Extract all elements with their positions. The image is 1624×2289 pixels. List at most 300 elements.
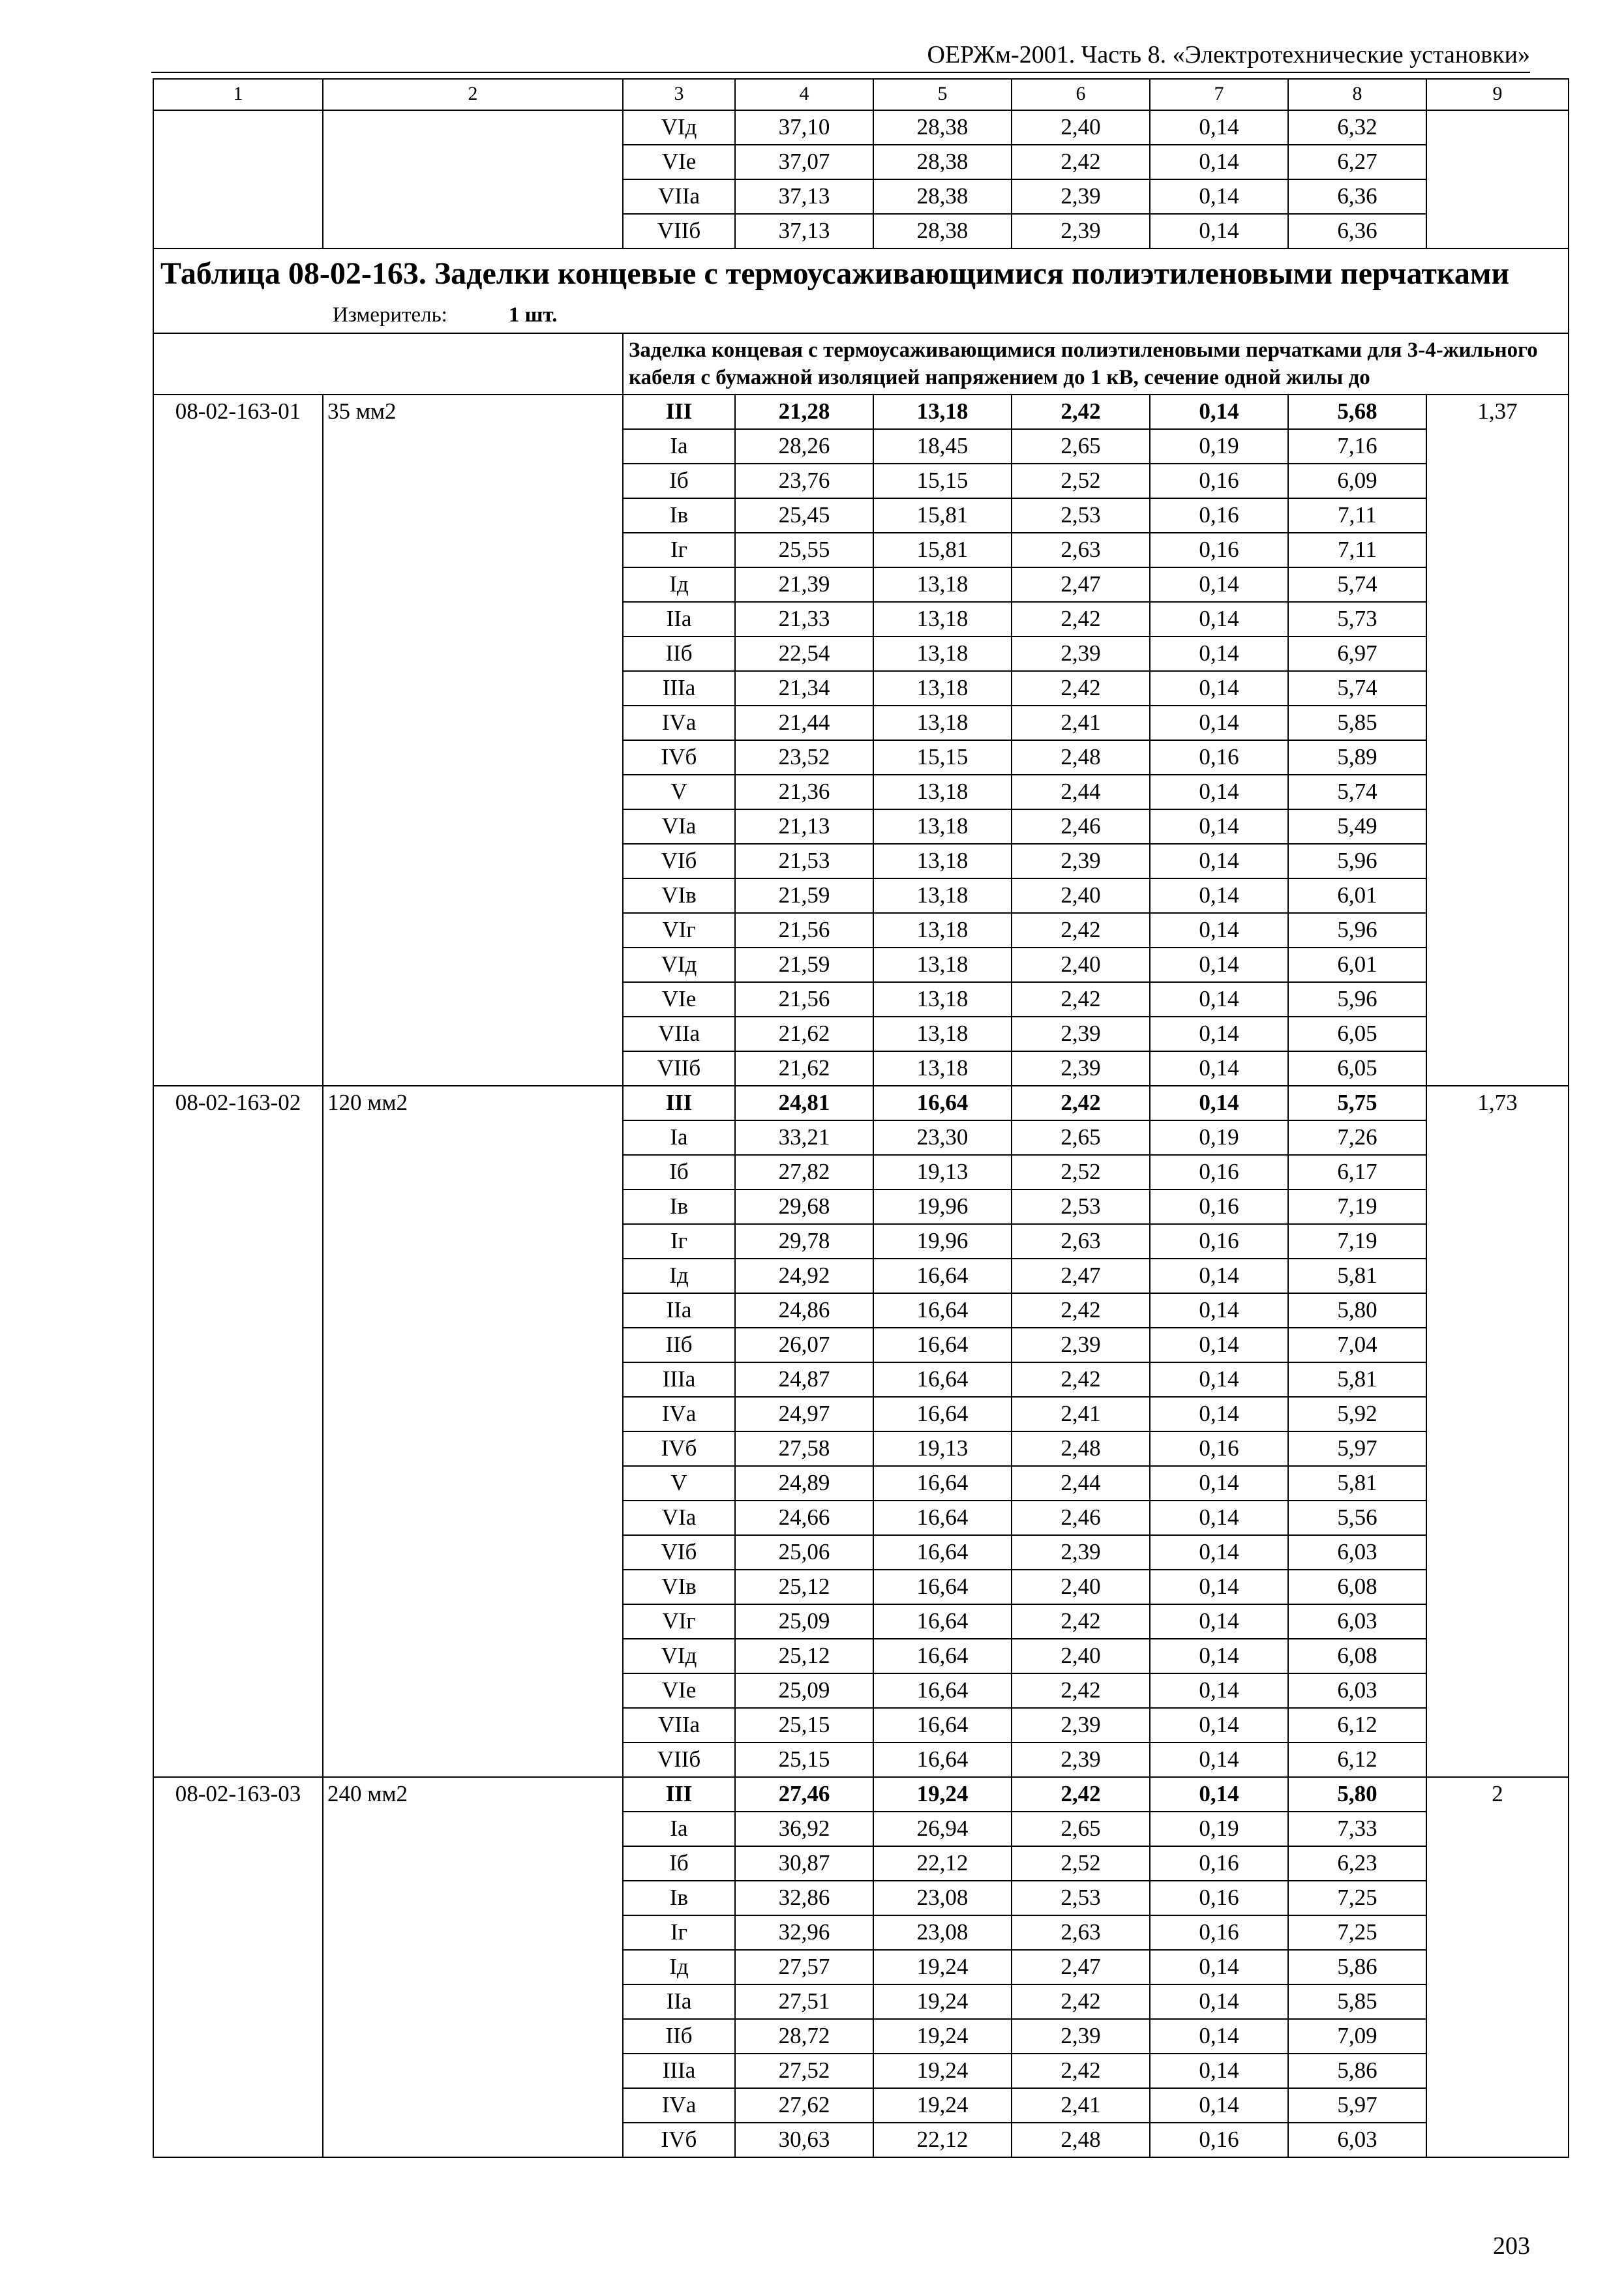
work-description: Заделка концевая с термоусаживающимися полиэтиленовыми перчатками для 3-4-жильного кабеля с бумажной изоляцией напряжением до 1 кВ, сечение одной жилы до [623,333,1569,395]
value-col6: 2,39 [1012,179,1150,214]
value-col4: 36,92 [735,1812,873,1846]
value-col8: 6,12 [1288,1743,1426,1777]
column-number: 4 [735,79,873,110]
value-col8: 5,96 [1288,982,1426,1017]
value-col5: 16,64 [873,1673,1012,1708]
value-col8: 5,92 [1288,1397,1426,1431]
zone-cell: Iд [623,567,735,602]
value-col6: 2,47 [1012,1950,1150,1984]
value-col5: 28,38 [873,214,1012,248]
value-col5: 13,18 [873,602,1012,636]
value-col8: 7,33 [1288,1812,1426,1846]
zone-cell: IIа [623,602,735,636]
zone-cell: VIг [623,1604,735,1639]
value-col4: 21,62 [735,1051,873,1086]
value-col7: 0,16 [1150,498,1288,533]
value-col6: 2,39 [1012,1051,1150,1086]
rate-code: 08-02-163-02 [153,1086,323,1777]
value-col7: 0,14 [1150,809,1288,844]
value-col7: 0,14 [1150,2088,1288,2123]
value-col8: 5,81 [1288,1362,1426,1397]
zone-cell: VIe [623,1673,735,1708]
value-col5: 19,13 [873,1431,1012,1466]
value-col6: 2,42 [1012,982,1150,1017]
value-col4: 21,56 [735,982,873,1017]
value-col4: 21,59 [735,948,873,982]
zone-cell: IVб [623,1431,735,1466]
value-col6: 2,53 [1012,1881,1150,1915]
value-col7: 0,16 [1150,1846,1288,1881]
value-col6: 2,40 [1012,878,1150,913]
value-col6: 2,41 [1012,706,1150,740]
zone-cell: Iв [623,1189,735,1224]
value-col7: 0,14 [1150,1604,1288,1639]
measure-line [160,301,1561,329]
zone-cell: VIв [623,1570,735,1604]
value-col8: 7,26 [1288,1120,1426,1155]
value-col4: 27,52 [735,2054,873,2088]
value-col4: 24,87 [735,1362,873,1397]
zone-cell: IIб [623,636,735,671]
value-col5: 16,64 [873,1397,1012,1431]
value-col6: 2,47 [1012,1259,1150,1293]
value-col4: 37,13 [735,179,873,214]
table-title-row [153,248,1569,333]
value-col8: 5,97 [1288,1431,1426,1466]
value-col7: 0,14 [1150,948,1288,982]
zone-cell: III [623,1086,735,1120]
value-col4: 28,26 [735,429,873,464]
value-col4: 25,06 [735,1535,873,1570]
value-col6: 2,42 [1012,1293,1150,1328]
value-col6: 2,48 [1012,740,1150,775]
value-col5: 19,24 [873,1950,1012,1984]
value-col8: 5,86 [1288,2054,1426,2088]
value-col6: 2,52 [1012,464,1150,498]
zone-cell: VIа [623,809,735,844]
zone-cell: VIIб [623,1743,735,1777]
value-col7: 0,14 [1150,913,1288,948]
name-cell [323,110,623,248]
column-number-row [153,79,1569,110]
value-col8: 5,89 [1288,740,1426,775]
value-col7: 0,19 [1150,1812,1288,1846]
value-col5: 23,30 [873,1120,1012,1155]
value-col5: 13,18 [873,844,1012,878]
value-col7: 0,14 [1150,1708,1288,1743]
value-col5: 16,64 [873,1639,1012,1673]
zone-cell: IIIа [623,1362,735,1397]
zone-cell: IVб [623,2123,735,2157]
zone-cell: Iа [623,1812,735,1846]
column-number: 7 [1150,79,1288,110]
value-col6: 2,47 [1012,567,1150,602]
value-col7: 0,14 [1150,1017,1288,1051]
value-col5: 19,24 [873,2054,1012,2088]
zone-cell: VIб [623,844,735,878]
value-col7: 0,14 [1150,671,1288,706]
value-col8: 5,81 [1288,1259,1426,1293]
value-col8: 6,01 [1288,948,1426,982]
value-col6: 2,63 [1012,1915,1150,1950]
value-col7: 0,14 [1150,706,1288,740]
value-col5: 13,18 [873,706,1012,740]
value-col4: 22,54 [735,636,873,671]
value-col4: 21,34 [735,671,873,706]
value-col4: 21,33 [735,602,873,636]
rate-name: 120 мм2 [323,1086,623,1777]
value-col5: 16,64 [873,1362,1012,1397]
value-col5: 16,64 [873,1293,1012,1328]
zone-cell: VIIа [623,1017,735,1051]
value-col8: 5,74 [1288,775,1426,809]
value-col5: 16,64 [873,1708,1012,1743]
value-col6: 2,39 [1012,2019,1150,2054]
value-col7: 0,16 [1150,1224,1288,1259]
value-col8: 5,97 [1288,2088,1426,2123]
value-col8: 6,08 [1288,1639,1426,1673]
value-col6: 2,40 [1012,110,1150,145]
value-col5: 13,18 [873,775,1012,809]
value-col6: 2,39 [1012,636,1150,671]
value-col6: 2,42 [1012,1086,1150,1120]
value-col8: 6,12 [1288,1708,1426,1743]
value-col7: 0,14 [1150,1293,1288,1328]
value-col4: 25,09 [735,1604,873,1639]
value-col5: 16,64 [873,1259,1012,1293]
value-col7: 0,14 [1150,602,1288,636]
value-col7: 0,14 [1150,2019,1288,2054]
value-col5: 13,18 [873,948,1012,982]
value-col6: 2,39 [1012,1708,1150,1743]
value-col5: 28,38 [873,145,1012,179]
value-col4: 27,57 [735,1950,873,1984]
value-col8: 6,08 [1288,1570,1426,1604]
value-col6: 2,42 [1012,2054,1150,2088]
value-col4: 28,72 [735,2019,873,2054]
zone-cell: V [623,775,735,809]
value-col4: 30,87 [735,1846,873,1881]
value-col4: 21,13 [735,809,873,844]
value-col8: 7,11 [1288,533,1426,567]
value-col7: 0,14 [1150,567,1288,602]
zone-cell: Iд [623,1950,735,1984]
col9-cell [1426,110,1569,248]
value-col8: 5,86 [1288,1950,1426,1984]
zone-cell: VIб [623,1535,735,1570]
value-col6: 2,42 [1012,1673,1150,1708]
value-col4: 25,55 [735,533,873,567]
value-col8: 6,17 [1288,1155,1426,1189]
value-col8: 5,75 [1288,1086,1426,1120]
value-col5: 13,18 [873,913,1012,948]
zone-cell: Iг [623,533,735,567]
zone-cell: Iд [623,1259,735,1293]
value-col5: 16,64 [873,1501,1012,1535]
zone-cell: VIIа [623,1708,735,1743]
rate-name: 240 мм2 [323,1777,623,2157]
description-row [153,333,1569,395]
value-col7: 0,16 [1150,1155,1288,1189]
value-col5: 13,18 [873,395,1012,429]
value-col4: 27,58 [735,1431,873,1466]
zone-cell: Iа [623,1120,735,1155]
rate-code: 08-02-163-01 [153,395,323,1086]
value-col8: 7,25 [1288,1915,1426,1950]
zone-cell: Iб [623,1846,735,1881]
value-col4: 25,09 [735,1673,873,1708]
value-col5: 16,64 [873,1743,1012,1777]
value-col7: 0,14 [1150,1259,1288,1293]
zone-cell: VIe [623,145,735,179]
column-number: 3 [623,79,735,110]
zone-cell: VIг [623,913,735,948]
value-col7: 0,16 [1150,464,1288,498]
zone-cell: IVа [623,706,735,740]
value-col6: 2,40 [1012,1570,1150,1604]
table-row [153,1777,1569,1812]
rates-table [153,78,1569,2158]
value-col5: 19,24 [873,2088,1012,2123]
value-col6: 2,44 [1012,1466,1150,1501]
zone-cell: VIд [623,1639,735,1673]
value-col4: 27,51 [735,1984,873,2019]
zone-cell: Iб [623,464,735,498]
value-col8: 6,03 [1288,1535,1426,1570]
value-col7: 0,14 [1150,179,1288,214]
value-col6: 2,42 [1012,602,1150,636]
value-col4: 27,62 [735,2088,873,2123]
value-col4: 23,76 [735,464,873,498]
zone-cell: IIб [623,2019,735,2054]
value-col7: 0,14 [1150,1535,1288,1570]
value-col8: 5,49 [1288,809,1426,844]
value-col4: 21,28 [735,395,873,429]
value-col8: 6,01 [1288,878,1426,913]
value-col7: 0,14 [1150,982,1288,1017]
value-col7: 0,14 [1150,1466,1288,1501]
zone-cell: VIв [623,878,735,913]
value-col8: 5,56 [1288,1501,1426,1535]
value-col8: 6,05 [1288,1051,1426,1086]
value-col4: 24,81 [735,1086,873,1120]
value-col6: 2,40 [1012,1639,1150,1673]
value-col5: 13,18 [873,567,1012,602]
value-col7: 0,14 [1150,1743,1288,1777]
col9-value: 1,73 [1426,1086,1569,1777]
rate-code: 08-02-163-03 [153,1777,323,2157]
value-col8: 5,85 [1288,706,1426,740]
value-col5: 19,13 [873,1155,1012,1189]
value-col7: 0,14 [1150,110,1288,145]
value-col6: 2,63 [1012,1224,1150,1259]
value-col7: 0,14 [1150,214,1288,248]
col9-value: 2 [1426,1777,1569,2157]
column-number: 6 [1012,79,1150,110]
value-col8: 6,36 [1288,179,1426,214]
value-col5: 19,24 [873,1984,1012,2019]
value-col4: 25,15 [735,1743,873,1777]
zone-cell: IVб [623,740,735,775]
value-col5: 15,81 [873,498,1012,533]
value-col6: 2,40 [1012,948,1150,982]
zone-cell: VIe [623,982,735,1017]
value-col5: 16,64 [873,1086,1012,1120]
value-col7: 0,14 [1150,636,1288,671]
value-col8: 5,74 [1288,671,1426,706]
value-col5: 28,38 [873,110,1012,145]
value-col5: 18,45 [873,429,1012,464]
value-col6: 2,53 [1012,1189,1150,1224]
value-col7: 0,16 [1150,740,1288,775]
value-col4: 21,44 [735,706,873,740]
value-col5: 26,94 [873,1812,1012,1846]
rate-name: 35 мм2 [323,395,623,1086]
column-number: 5 [873,79,1012,110]
zone-cell: IVа [623,1397,735,1431]
description-spacer [153,333,623,395]
value-col8: 6,23 [1288,1846,1426,1881]
value-col5: 16,64 [873,1535,1012,1570]
value-col5: 13,18 [873,982,1012,1017]
table-title-cell [153,248,1569,333]
value-col4: 24,97 [735,1397,873,1431]
column-number: 1 [153,79,323,110]
value-col7: 0,14 [1150,1639,1288,1673]
value-col6: 2,63 [1012,533,1150,567]
column-number: 2 [323,79,623,110]
value-col7: 0,16 [1150,1915,1288,1950]
value-col6: 2,42 [1012,913,1150,948]
value-col4: 25,12 [735,1570,873,1604]
value-col6: 2,65 [1012,429,1150,464]
value-col5: 28,38 [873,179,1012,214]
zone-cell: IVа [623,2088,735,2123]
value-col5: 15,81 [873,533,1012,567]
value-col7: 0,14 [1150,844,1288,878]
value-col6: 2,39 [1012,1017,1150,1051]
zone-cell: III [623,1777,735,1812]
value-col4: 25,15 [735,1708,873,1743]
value-col6: 2,48 [1012,2123,1150,2157]
value-col6: 2,42 [1012,395,1150,429]
value-col7: 0,16 [1150,1431,1288,1466]
value-col8: 6,03 [1288,1604,1426,1639]
value-col8: 5,85 [1288,1984,1426,2019]
value-col4: 24,89 [735,1466,873,1501]
value-col5: 13,18 [873,878,1012,913]
value-col8: 6,03 [1288,2123,1426,2157]
running-header: ОЕРЖм-2001. Часть 8. «Электротехнические установки» [927,41,1530,68]
value-col7: 0,16 [1150,2123,1288,2157]
value-col7: 0,14 [1150,1984,1288,2019]
value-col8: 6,05 [1288,1017,1426,1051]
value-col5: 13,18 [873,1017,1012,1051]
value-col6: 2,42 [1012,145,1150,179]
value-col7: 0,14 [1150,878,1288,913]
value-col8: 7,19 [1288,1224,1426,1259]
value-col4: 37,07 [735,145,873,179]
value-col7: 0,14 [1150,1051,1288,1086]
zone-cell: VIIа [623,179,735,214]
value-col4: 25,12 [735,1639,873,1673]
zone-cell: V [623,1466,735,1501]
value-col8: 5,96 [1288,844,1426,878]
value-col5: 23,08 [873,1881,1012,1915]
value-col4: 29,78 [735,1224,873,1259]
value-col4: 32,96 [735,1915,873,1950]
value-col4: 24,92 [735,1259,873,1293]
table-title: Таблица 08-02-163. Заделки концевые с термоусаживающимися полиэтиленовыми перчатками [160,256,1510,291]
value-col5: 19,96 [873,1189,1012,1224]
value-col8: 5,96 [1288,913,1426,948]
value-col4: 21,59 [735,878,873,913]
value-col8: 5,81 [1288,1466,1426,1501]
value-col7: 0,19 [1150,1120,1288,1155]
value-col6: 2,39 [1012,844,1150,878]
zone-cell: IIIа [623,671,735,706]
value-col4: 21,36 [735,775,873,809]
value-col7: 0,14 [1150,395,1288,429]
value-col8: 6,97 [1288,636,1426,671]
value-col6: 2,52 [1012,1846,1150,1881]
zone-cell: Iг [623,1915,735,1950]
value-col4: 24,86 [735,1293,873,1328]
value-col5: 13,18 [873,809,1012,844]
value-col6: 2,39 [1012,1535,1150,1570]
value-col7: 0,14 [1150,1328,1288,1362]
table-body [153,79,1569,2157]
value-col4: 37,13 [735,214,873,248]
value-col8: 7,19 [1288,1189,1426,1224]
table-row [153,110,1569,145]
value-col4: 30,63 [735,2123,873,2157]
value-col6: 2,42 [1012,1362,1150,1397]
value-col6: 2,44 [1012,775,1150,809]
value-col7: 0,19 [1150,429,1288,464]
value-col7: 0,14 [1150,145,1288,179]
zone-cell: Iб [623,1155,735,1189]
value-col8: 7,11 [1288,498,1426,533]
zone-cell: Iв [623,498,735,533]
value-col5: 16,64 [873,1466,1012,1501]
value-col7: 0,14 [1150,1501,1288,1535]
zone-cell: IIб [623,1328,735,1362]
value-col4: 27,82 [735,1155,873,1189]
value-col6: 2,41 [1012,2088,1150,2123]
zone-cell: VIIб [623,214,735,248]
value-col6: 2,52 [1012,1155,1150,1189]
table-row [153,395,1569,429]
value-col4: 32,86 [735,1881,873,1915]
value-col6: 2,48 [1012,1431,1150,1466]
value-col7: 0,16 [1150,1881,1288,1915]
value-col5: 23,08 [873,1915,1012,1950]
zone-cell: IIIа [623,2054,735,2088]
value-col4: 26,07 [735,1328,873,1362]
value-col7: 0,14 [1150,1950,1288,1984]
value-col8: 5,80 [1288,1293,1426,1328]
value-col6: 2,42 [1012,1984,1150,2019]
measure-unit: 1 шт. [508,303,558,327]
value-col7: 0,14 [1150,1777,1288,1812]
value-col4: 33,21 [735,1120,873,1155]
value-col7: 0,14 [1150,1397,1288,1431]
value-col4: 21,53 [735,844,873,878]
table-row [153,1086,1569,1120]
zone-cell: Iа [623,429,735,464]
value-col7: 0,14 [1150,775,1288,809]
